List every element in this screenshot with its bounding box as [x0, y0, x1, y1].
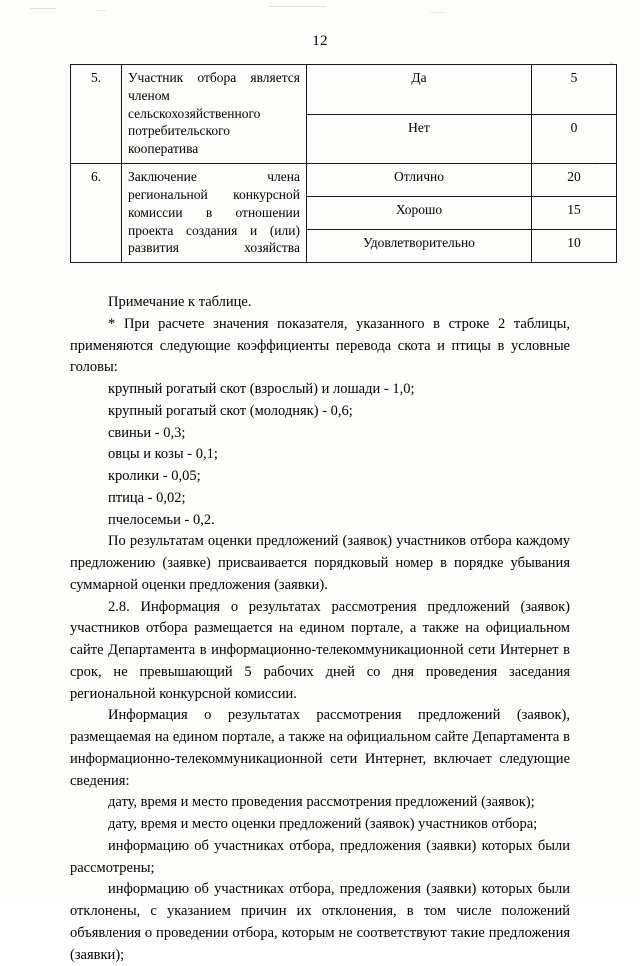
table-row — [71, 164, 617, 197]
includes-item: дату, время и место проведения рассмотрения предложений (заявок); — [108, 794, 535, 811]
scan-artifact — [268, 6, 326, 7]
scan-artifact — [30, 8, 56, 9]
coefficient-item: кролики - 0,05; — [108, 468, 201, 484]
paragraph-2-8: 2.8. Информация о результатах рассмотрения предложений (заявок) участников отбора размещается на едином портале, а также на официальном сайте Департамента в информационно-телекоммуникационной сети Интернет в срок, не превышающий 5 рабочих дней со дня проведения заседания региональной конкурсной комиссии. — [70, 598, 570, 702]
table-row — [71, 65, 617, 115]
criterion-number: 6. — [71, 164, 122, 263]
criterion-text: Заключение члена региональной конкурсной комиссии в отношении проекта создания и (или) развития хозяйства — [122, 164, 307, 263]
coefficient-item: свиньи - 0,3; — [108, 424, 186, 441]
coefficient-item: овцы и козы - 0,1; — [108, 446, 218, 463]
option-value: Хорошо — [307, 197, 532, 230]
paragraph-includes: Информация о результатах рассмотрения предложений (заявок), размещаемая на едином портале, а также на официальном сайте Департамента в информационно-телекоммуникационной сети Интернет, включает следующие сведения: — [70, 707, 570, 789]
coefficient-item: крупный рогатый скот (молодняк) - 0,6; — [108, 402, 353, 419]
option-value: Удовлетворительно — [307, 230, 532, 263]
option-value: Да — [307, 65, 532, 115]
paragraph-rejected: информацию об участниках отбора, предложения (заявки) которых были отклонены, с указанием причин их отклонения, в том числе положений объявления о проведении отбора, которым не соответствуют такие предложения (заявки); — [70, 881, 570, 963]
includes-item: дату, время и место оценки предложений (заявок) участников отбора; — [108, 816, 538, 832]
scan-artifact — [96, 10, 106, 11]
option-points: 5 — [532, 65, 617, 115]
coefficient-item: пчелосемьи - 0,2. — [108, 511, 215, 528]
option-value: Отлично — [307, 164, 532, 197]
option-points: 20 — [532, 164, 617, 197]
option-points: 10 — [532, 230, 617, 263]
coefficient-item: крупный рогатый скот (взрослый) и лошади - 1,0; — [108, 381, 415, 397]
criterion-text: Участник отбора является членом сельскохозяйственного потребительского кооператива — [122, 65, 307, 164]
document-body — [70, 292, 570, 966]
scan-artifact — [430, 12, 444, 13]
paragraph-ranking: По результатам оценки предложений (заявок) участников отбора каждому предложению (заявке) присваивается порядковый номер в порядке убывания суммарной оценки предложения (заявки). — [70, 533, 570, 593]
option-points: 0 — [532, 114, 617, 164]
option-value: Нет — [307, 114, 532, 164]
includes-item: информацию об участниках отбора, предложения (заявки) которых были рассмотрены; — [70, 837, 570, 876]
option-points: 15 — [532, 197, 617, 230]
criterion-number: 5. — [71, 65, 122, 164]
note-intro: * При расчете значения показателя, указанного в строке 2 таблицы, применяются следующие коэффициенты перевода скота и птицы в условные головы: — [70, 315, 570, 376]
note-title: Примечание к таблице. — [108, 294, 252, 310]
scoring-table-wrapper — [70, 64, 581, 263]
coefficient-item: птица - 0,02; — [108, 489, 186, 506]
page-number: 12 — [312, 33, 328, 49]
scoring-table — [70, 64, 617, 263]
